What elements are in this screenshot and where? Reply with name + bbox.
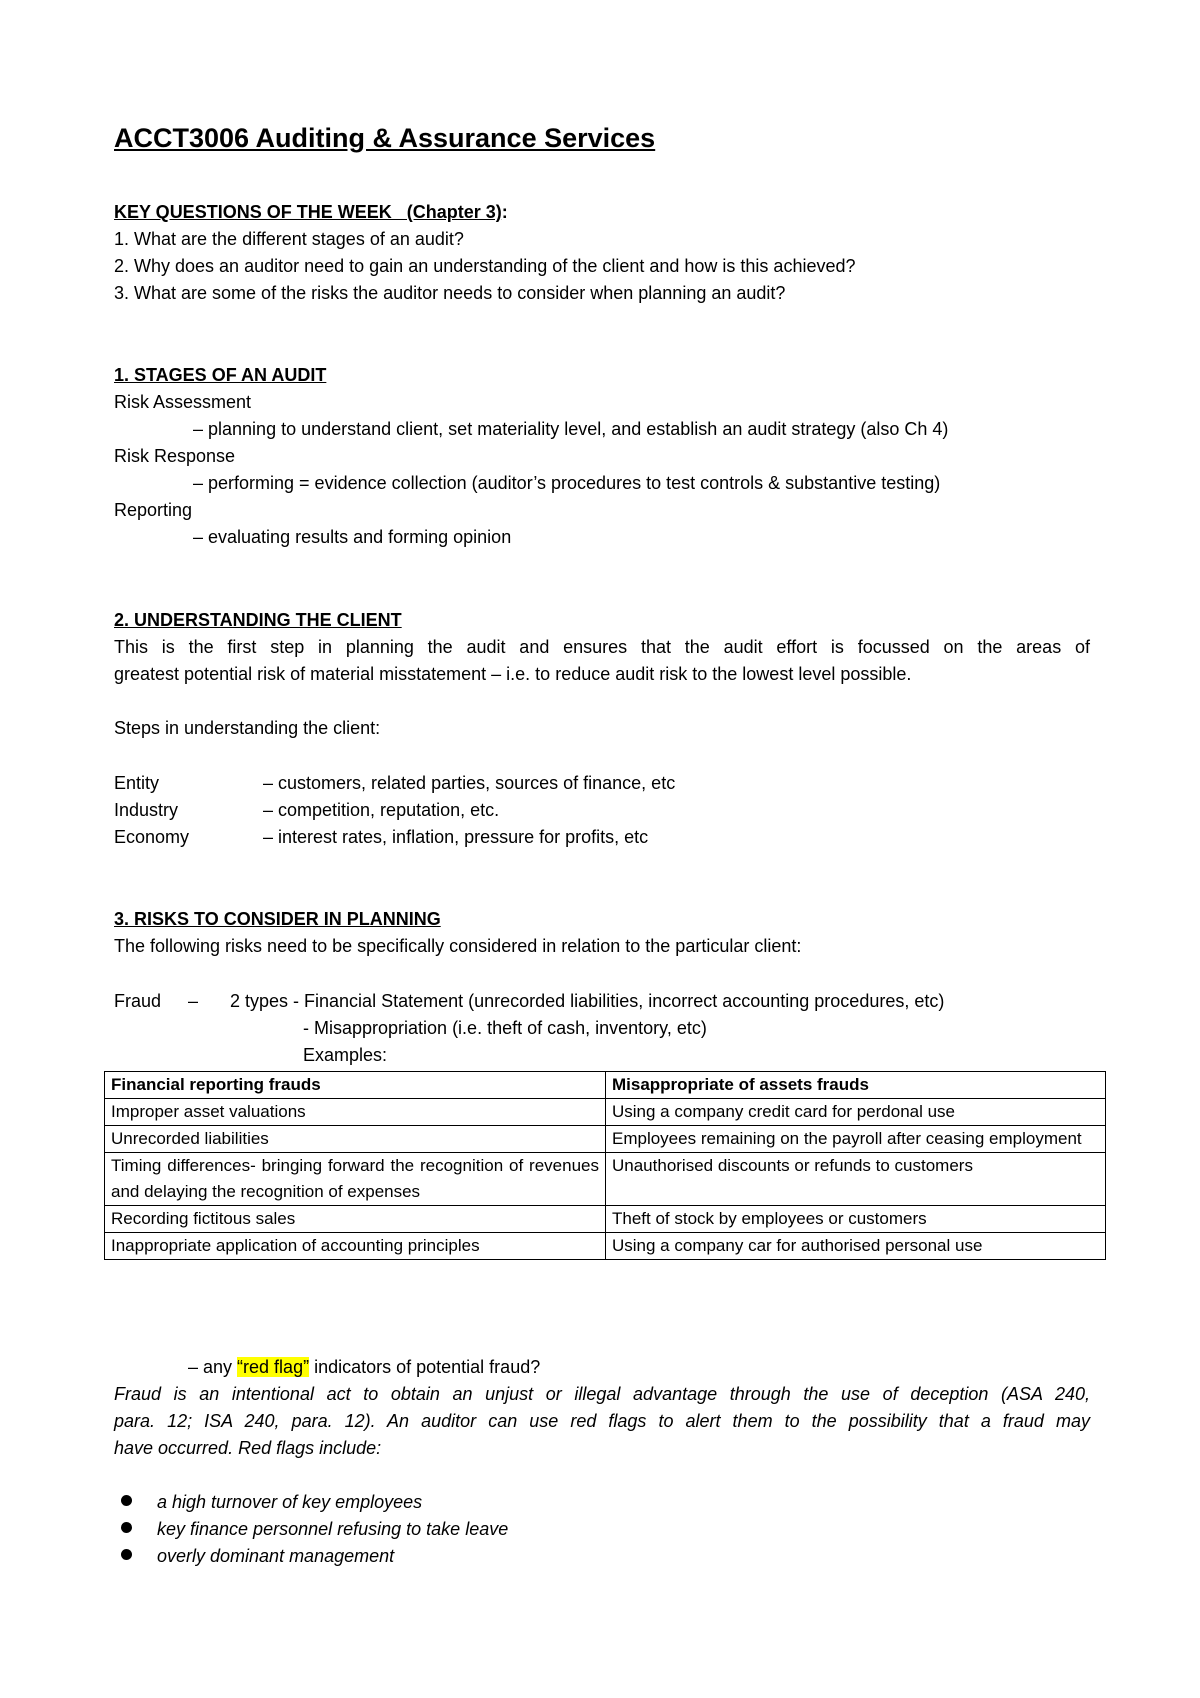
fraud-dash: – <box>188 991 199 1011</box>
section2-heading: 2. UNDERSTANDING THE CLIENT <box>114 610 402 630</box>
section3-intro: The following risks need to be specifically considered in relation to the particular client: <box>114 936 802 956</box>
table-cell: Recording fictitous sales <box>105 1206 606 1233</box>
fraud-examples-table <box>104 1071 1106 1260</box>
section1-heading: 1. STAGES OF AN AUDIT <box>114 365 327 385</box>
stage-description: – planning to understand client, set materiality level, and establish an audit strategy (also Ch 4) <box>193 419 949 439</box>
fraud-label: Fraud <box>114 991 162 1011</box>
section3-heading: 3. RISKS TO CONSIDER IN PLANNING <box>114 909 441 929</box>
step-name: Economy <box>114 827 190 847</box>
red-flag-item: key finance personnel refusing to take leave <box>157 1519 509 1539</box>
red-flag-prefix: – any <box>188 1357 238 1377</box>
step-name: Industry <box>114 800 179 820</box>
definition-line: have occurred. Red flags include: <box>114 1438 382 1458</box>
key-question-1: 1. What are the different stages of an audit? <box>114 229 464 249</box>
examples-label: Examples: <box>303 1045 388 1065</box>
table-cell: Unauthorised discounts or refunds to customers <box>606 1153 1106 1206</box>
step-name: Entity <box>114 773 160 793</box>
stage-name: Risk Response <box>114 446 236 466</box>
step-description: – interest rates, inflation, pressure for profits, etc <box>263 827 649 847</box>
stage-name: Risk Assessment <box>114 392 252 412</box>
table-cell: Timing differences- bringing forward the recognition of revenues and delaying the recognition of expenses <box>105 1153 606 1206</box>
key-question-2: 2. Why does an auditor need to gain an understanding of the client and how is this achieved? <box>114 256 856 276</box>
definition-line: Fraud is an intentional act to obtain an unjust or illegal advantage through the use of deception (ASA 240, <box>114 1384 1090 1404</box>
table-row <box>105 1153 1106 1206</box>
key-question-3: 3. What are some of the risks the auditor needs to consider when planning an audit? <box>114 283 786 303</box>
red-flag-highlight: “red flag” <box>237 1357 310 1377</box>
key-questions-heading: KEY QUESTIONS OF THE WEEK (Chapter 3) <box>114 202 502 222</box>
red-flag-question <box>188 1354 540 1380</box>
fraud-type-1: 2 types - Financial Statement (unrecorded liabilities, incorrect accounting procedures, etc) <box>230 991 945 1011</box>
table-cell: Using a company credit card for perdonal use <box>606 1099 1106 1126</box>
stage-name: Reporting <box>114 500 193 520</box>
key-questions-heading-line <box>114 199 508 225</box>
stage-description: – evaluating results and forming opinion <box>193 527 512 547</box>
bullet-icon <box>121 1495 132 1506</box>
table-header-row <box>105 1072 1106 1099</box>
stage-description: – performing = evidence collection (auditor’s procedures to test controls & substantive testing) <box>193 473 941 493</box>
fraud-type-2: - Misappropriation (i.e. theft of cash, inventory, etc) <box>303 1018 707 1038</box>
section2-paragraph-line1: This is the first step in planning the audit and ensures that the audit effort is focussed on the areas of <box>114 637 1090 657</box>
step-description: – competition, reputation, etc. <box>263 800 500 820</box>
table-cell: Theft of stock by employees or customers <box>606 1206 1106 1233</box>
table-row <box>105 1099 1106 1126</box>
table-row <box>105 1126 1106 1153</box>
bullet-icon <box>121 1549 132 1560</box>
definition-line: para. 12; ISA 240, para. 12). An auditor can use red flags to alert them to the possibility that a fraud may <box>114 1411 1090 1431</box>
steps-intro: Steps in understanding the client: <box>114 718 381 738</box>
table-cell: Unrecorded liabilities <box>105 1126 606 1153</box>
table-cell: Inappropriate application of accounting principles <box>105 1233 606 1260</box>
document-title: ACCT3006 Auditing & Assurance Services <box>114 123 656 153</box>
red-flag-suffix: indicators of potential fraud? <box>309 1357 541 1377</box>
red-flag-item: a high turnover of key employees <box>157 1492 423 1512</box>
key-questions-colon: : <box>501 202 508 222</box>
step-description: – customers, related parties, sources of finance, etc <box>263 773 676 793</box>
table-cell: Using a company car for authorised personal use <box>606 1233 1106 1260</box>
table-header-cell: Financial reporting frauds <box>105 1072 606 1099</box>
table-cell: Employees remaining on the payroll after ceasing employment <box>606 1126 1106 1153</box>
table-row <box>105 1233 1106 1260</box>
table-cell: Improper asset valuations <box>105 1099 606 1126</box>
bullet-icon <box>121 1522 132 1533</box>
red-flag-item: overly dominant management <box>157 1546 395 1566</box>
table-row <box>105 1206 1106 1233</box>
table-header-cell: Misappropriate of assets frauds <box>606 1072 1106 1099</box>
section2-paragraph-line2: greatest potential risk of material misstatement – i.e. to reduce audit risk to the lowest level possible. <box>114 664 912 684</box>
